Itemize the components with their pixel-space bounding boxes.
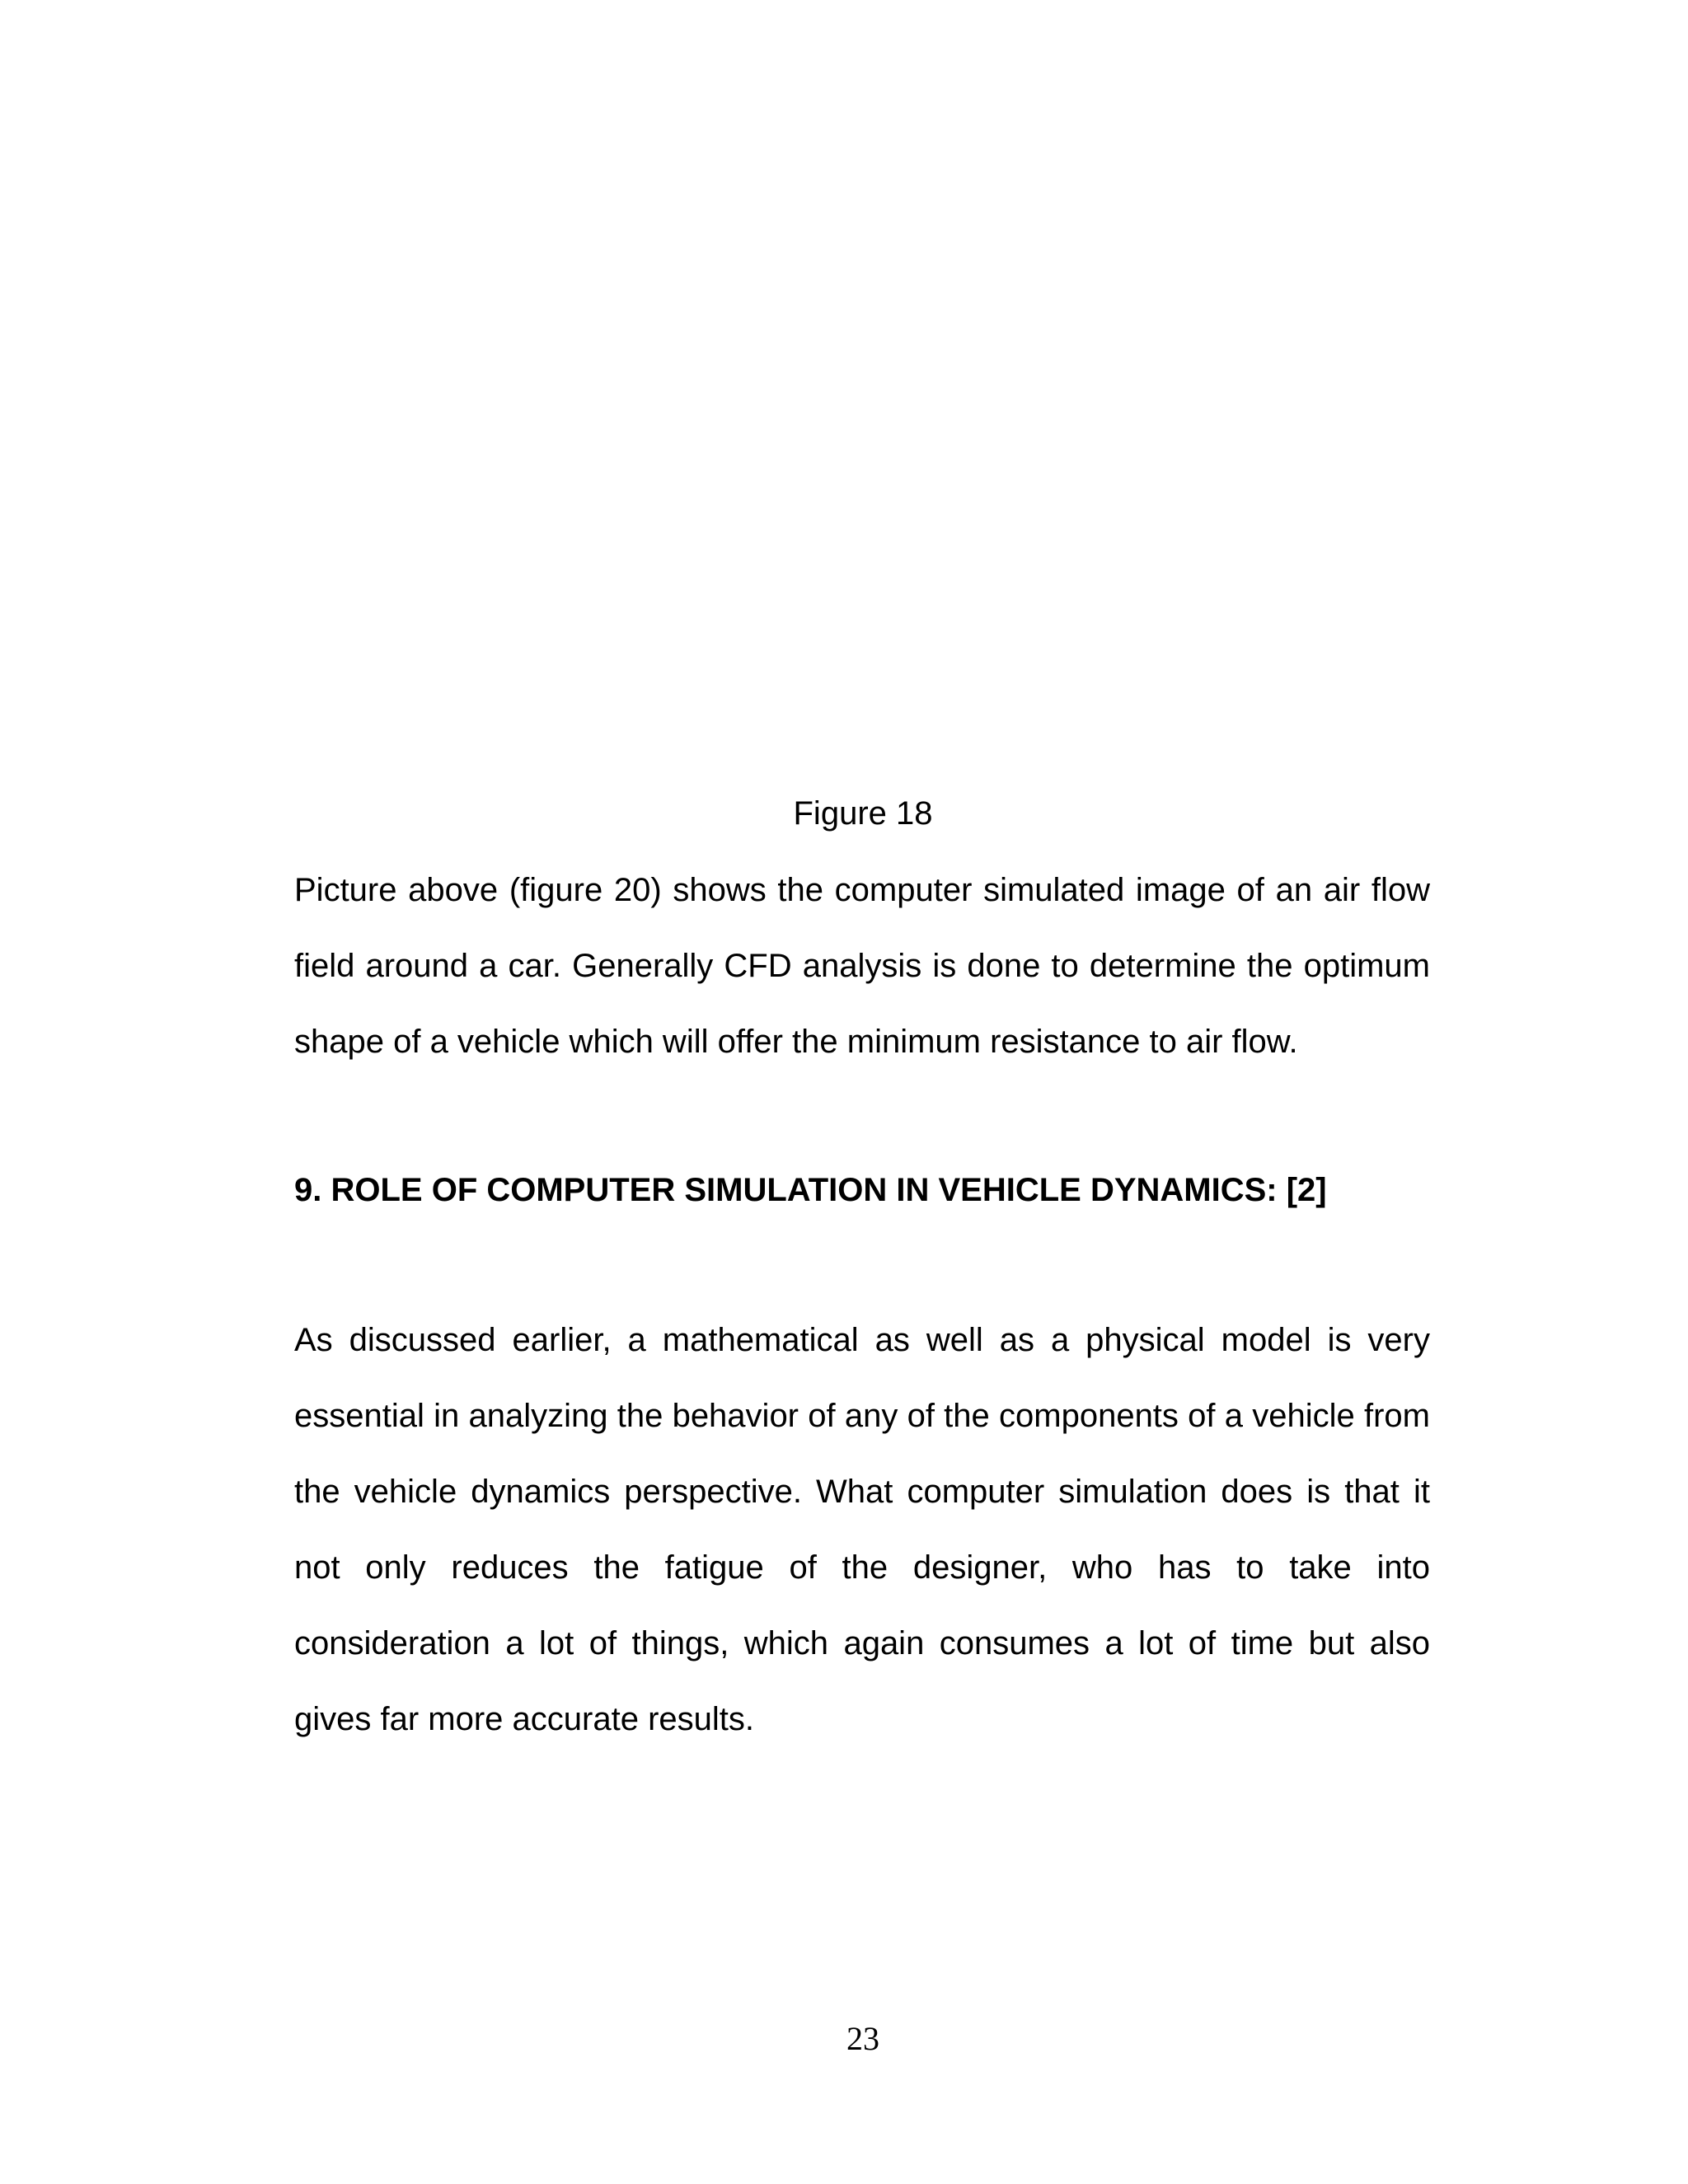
intro-paragraph: Picture above (figure 20) shows the computer simulated image of an air flow field around a car. Generally CFD analysis is done to determine the optimum shape of a vehicle which will offer the minimum resistance to air flow. bbox=[294, 872, 1430, 1060]
figure-caption: Figure 18 bbox=[793, 795, 933, 832]
figure-area bbox=[294, 99, 1430, 775]
section-heading: 9. ROLE OF COMPUTER SIMULATION IN VEHICLE DYNAMICS: [2] bbox=[294, 1172, 1327, 1208]
body-paragraph: As discussed earlier, a mathematical as well as a physical model is very essential in analyzing the behavior of any of the components of a vehicle from the vehicle dynamics perspective. What computer simulation does is that it not only reduces the fatigue of the designer, who has to take into consideration a lot of things, which again consumes a lot of time but also gives far more accurate results. bbox=[294, 1322, 1430, 1737]
page-number: 23 bbox=[846, 2020, 879, 2057]
